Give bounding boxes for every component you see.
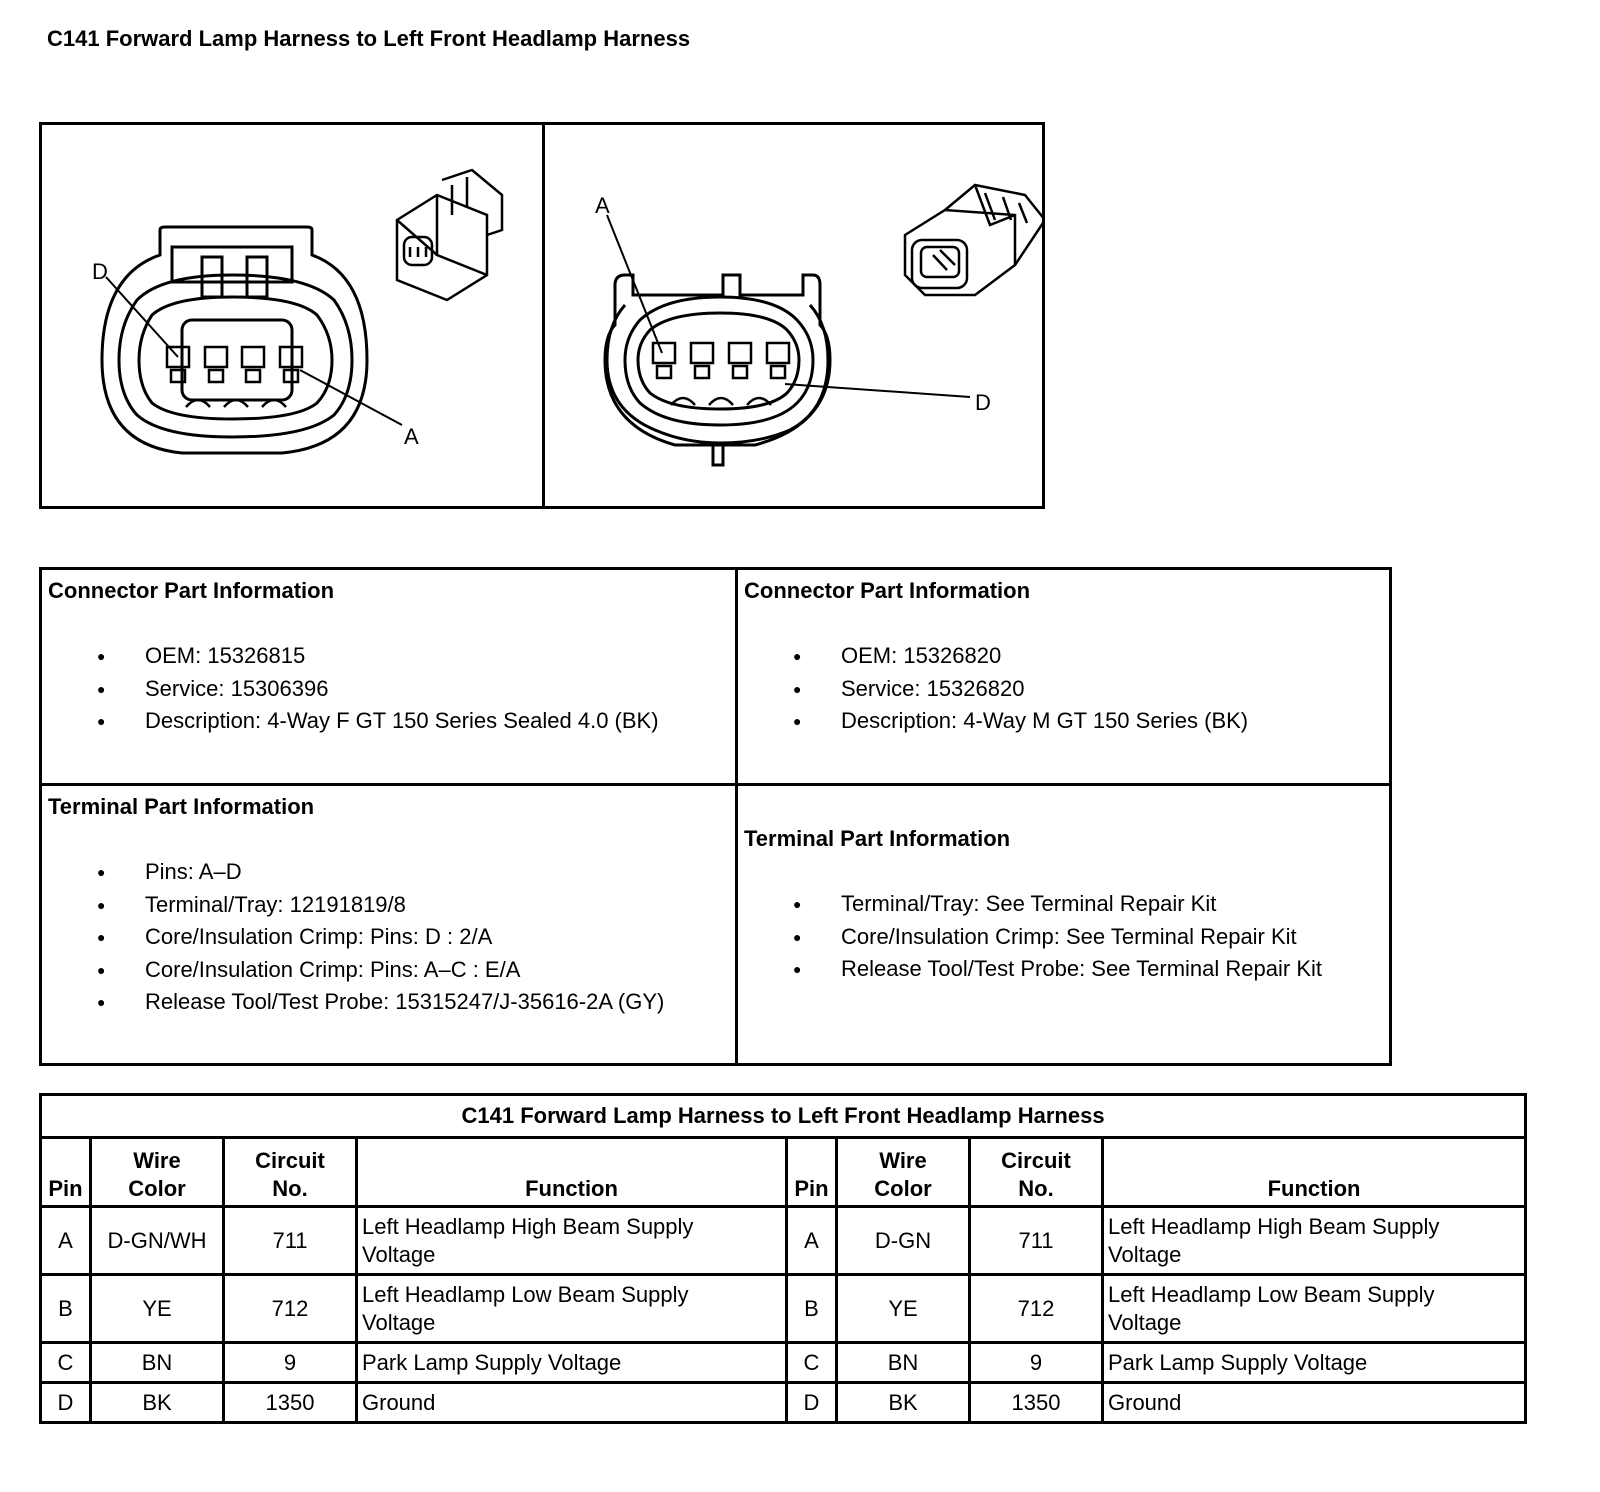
cell-circuit: 711 — [970, 1207, 1103, 1275]
cell-function: Ground — [1103, 1383, 1526, 1423]
bullet-item: ● Service: 15326820 — [738, 673, 1389, 706]
header-function: Function — [357, 1138, 787, 1207]
cell-wire-color: D-GN — [837, 1207, 970, 1275]
cell-wire-color: D-GN/WH — [91, 1207, 224, 1275]
cell-circuit: 9 — [970, 1343, 1103, 1383]
part-information-table — [39, 567, 1392, 1066]
bullet-item: ● Description: 4-Way M GT 150 Series (BK) — [738, 705, 1389, 738]
cell-function: Park Lamp Supply Voltage — [1103, 1343, 1526, 1383]
bullet-item: ● Core/Insulation Crimp: Pins: D : 2/A — [42, 921, 735, 954]
bullet-item: ● Release Tool/Test Probe: See Terminal Repair Kit — [738, 953, 1389, 986]
connector-info-title: Connector Part Information — [48, 578, 335, 603]
table-row — [41, 1275, 1526, 1343]
cell-wire-color: YE — [91, 1275, 224, 1343]
cell-pin: A — [41, 1207, 91, 1275]
cell-circuit: 9 — [224, 1343, 357, 1383]
header-wire-color: Wire Color — [91, 1138, 224, 1207]
cell-pin: C — [41, 1343, 91, 1383]
cell-function: Ground — [357, 1383, 787, 1423]
cell-wire-color: YE — [837, 1275, 970, 1343]
connector-diagram — [39, 122, 1045, 509]
table-row — [41, 1207, 1526, 1275]
terminal-info-left — [41, 785, 737, 1065]
female-connector-icon — [397, 170, 502, 300]
cell-pin: D — [787, 1383, 837, 1423]
cell-pin: B — [787, 1275, 837, 1343]
connector-info-right — [737, 569, 1391, 785]
pin-d-leader — [106, 277, 178, 357]
cell-wire-color: BK — [837, 1383, 970, 1423]
header-function: Function — [1103, 1138, 1526, 1207]
cell-wire-color: BN — [91, 1343, 224, 1383]
terminal-info-title: Terminal Part Information — [48, 794, 315, 819]
cell-circuit: 711 — [224, 1207, 357, 1275]
cell-circuit: 712 — [970, 1275, 1103, 1343]
bullet-item: ● Description: 4-Way F GT 150 Series Sealed 4.0 (BK) — [42, 705, 735, 738]
pin-d-leader — [785, 384, 970, 397]
cell-pin: D — [41, 1383, 91, 1423]
header-pin: Pin — [41, 1138, 91, 1207]
label-pin-d: D — [92, 259, 108, 284]
female-connector-view — [42, 125, 542, 506]
bullet-item: ● Core/Insulation Crimp: See Terminal Repair Kit — [738, 921, 1389, 954]
label-pin-d: D — [975, 390, 991, 415]
male-connector-icon — [905, 185, 1045, 295]
connector-info-title: Connector Part Information — [744, 578, 1031, 603]
label-pin-a: A — [595, 193, 610, 218]
pinout-table — [39, 1093, 1527, 1424]
cell-function: Left Headlamp High Beam Supply Voltage — [357, 1207, 787, 1275]
cell-pin: B — [41, 1275, 91, 1343]
label-pin-a: A — [404, 424, 419, 449]
terminal-info-right — [737, 785, 1391, 1065]
cell-function: Left Headlamp Low Beam Supply Voltage — [357, 1275, 787, 1343]
cell-pin: C — [787, 1343, 837, 1383]
cell-function: Park Lamp Supply Voltage — [357, 1343, 787, 1383]
cell-pin: A — [787, 1207, 837, 1275]
header-circuit: Circuit No. — [970, 1138, 1103, 1207]
connector-info-left — [41, 569, 737, 785]
cell-circuit: 1350 — [970, 1383, 1103, 1423]
bullet-item: ● OEM: 15326820 — [738, 640, 1389, 673]
table-row — [41, 1343, 1526, 1383]
pin-cavities — [653, 343, 789, 405]
bullet-item: ● Terminal/Tray: See Terminal Repair Kit — [738, 888, 1389, 921]
connector-inner-shell — [119, 275, 352, 437]
cell-circuit: 712 — [224, 1275, 357, 1343]
table-row — [41, 1383, 1526, 1423]
cell-wire-color: BN — [837, 1343, 970, 1383]
bullet-item: ● Service: 15306396 — [42, 673, 735, 706]
header-pin: Pin — [787, 1138, 837, 1207]
terminal-info-title: Terminal Part Information — [744, 826, 1011, 851]
bullet-item: ● Release Tool/Test Probe: 15315247/J-35616-2A (GY) — [42, 986, 735, 1019]
bullet-item: ● Core/Insulation Crimp: Pins: A–C : E/A — [42, 954, 735, 987]
header-wire-color: Wire Color — [837, 1138, 970, 1207]
cell-circuit: 1350 — [224, 1383, 357, 1423]
bullet-item: ● Pins: A–D — [42, 856, 735, 889]
cell-wire-color: BK — [91, 1383, 224, 1423]
cell-function: Left Headlamp High Beam Supply Voltage — [1103, 1207, 1526, 1275]
pinout-table-caption: C141 Forward Lamp Harness to Left Front Headlamp Harness — [41, 1095, 1526, 1138]
header-circuit: Circuit No. — [224, 1138, 357, 1207]
bullet-item: ● Terminal/Tray: 12191819/8 — [42, 889, 735, 922]
male-connector-view — [545, 125, 1045, 506]
page-title: C141 Forward Lamp Harness to Left Front Headlamp Harness — [47, 26, 691, 51]
bullet-item: ● OEM: 15326815 — [42, 640, 735, 673]
cell-function: Left Headlamp Low Beam Supply Voltage — [1103, 1275, 1526, 1343]
